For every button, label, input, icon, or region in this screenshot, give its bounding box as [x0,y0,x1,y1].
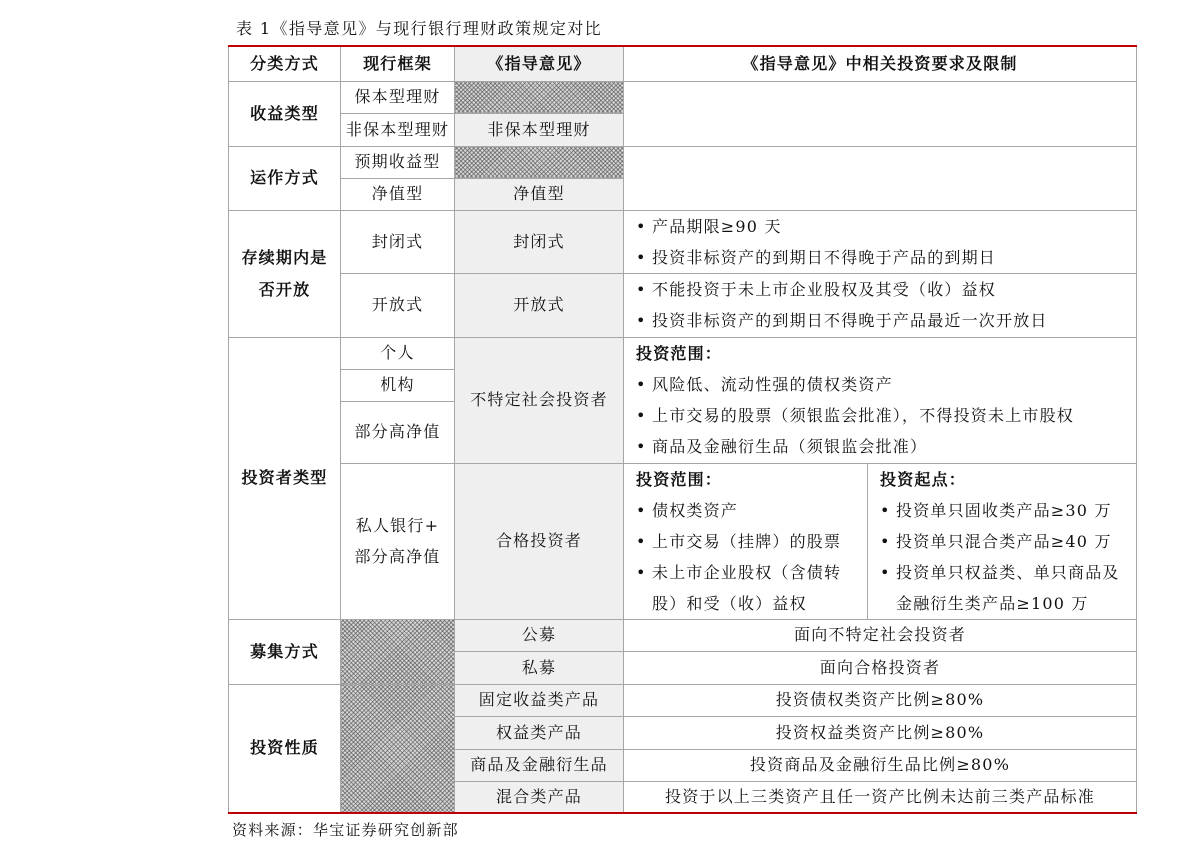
guidance-cell: 开放式 [455,273,624,337]
list-item: • 投资非标资产的到期日不得晚于产品的到期日 [636,242,1132,273]
guidance-cell: 公募 [455,619,624,651]
guidance-cell: 私募 [455,651,624,684]
scope-heading: 投资范围： [636,344,723,363]
requirements-cell-scope [624,463,868,619]
list-item: • 商品及金融衍生品（须银监会批准） [636,431,1132,462]
investment-scope-list [636,338,1132,462]
current-cell: 净值型 [341,178,455,210]
category-income-type: 收益类型 [229,81,341,146]
list-item: • 上市交易（挂牌）的股票 [636,526,863,557]
category-fundraising: 募集方式 [229,619,341,684]
requirements-cell: 面向不特定社会投资者 [624,619,1137,651]
header-category: 分类方式 [229,46,341,81]
requirements-list [636,211,1132,273]
current-cell: 非保本型理财 [341,113,455,146]
requirements-cell: 投资权益类资产比例≥80% [624,716,1137,749]
table-row [229,146,1137,178]
table-title: 表 1《指导意见》与现行银行理财政策规定对比 [236,19,603,38]
current-cell: 个人 [341,337,455,369]
guidance-cell: 商品及金融衍生品 [455,749,624,781]
table-row [229,81,1137,113]
category-investment-nature: 投资性质 [229,684,341,813]
category-label-line: 存续期内是 [241,247,328,267]
table-row [229,273,1137,337]
threshold-heading: 投资起点： [880,469,967,489]
list-item: • 投资单只混合类产品≥40 万 [880,526,1132,557]
category-openness [229,210,341,337]
list-item: • 上市交易的股票（须银监会批准），不得投资未上市股权 [636,400,1132,431]
requirements-cell-threshold [868,463,1137,619]
requirements-cell-empty [624,81,1137,146]
header-current-framework: 现行框架 [341,46,455,81]
guidance-cell: 净值型 [455,178,624,210]
current-cell [341,463,455,619]
hatched-cell [455,146,624,178]
guidance-cell: 不特定社会投资者 [455,337,624,463]
category-label-line: 否开放 [258,279,311,299]
requirements-cell [624,337,1137,463]
table-row [229,337,1137,369]
list-item: • 未上市企业股权（含债转股）和受（收）益权 [636,557,863,619]
guidance-cell: 合格投资者 [455,463,624,619]
list-item: • 投资非标资产的到期日不得晚于产品最近一次开放日 [636,305,1132,336]
requirements-cell: 投资商品及金融衍生品比例≥80% [624,749,1137,781]
guidance-cell: 混合类产品 [455,781,624,813]
current-cell: 机构 [341,369,455,401]
hatched-cell [455,81,624,113]
hatched-cell [341,684,455,813]
table-row [229,684,1137,716]
requirements-cell [624,210,1137,273]
current-label-line: 部分高净值 [354,546,441,566]
header-guidance: 《指导意见》 [455,46,624,81]
list-item: • 产品期限≥90 天 [636,211,1132,242]
list-item: • 不能投资于未上市企业股权及其受（收）益权 [636,274,1132,305]
investment-scope-list [636,464,863,619]
current-cell: 封闭式 [341,210,455,273]
requirements-cell: 投资债权类资产比例≥80% [624,684,1137,716]
table-row [229,619,1137,651]
header-row [229,46,1137,81]
list-item: • 投资单只权益类、单只商品及金融衍生类产品≥100 万 [880,557,1132,619]
guidance-cell: 权益类产品 [455,716,624,749]
requirements-cell: 面向合格投资者 [624,651,1137,684]
current-label-line: 私人银行+ [355,515,440,535]
hatched-cell [341,619,455,684]
requirements-cell-empty [624,146,1137,210]
policy-comparison-table [228,45,1137,814]
scope-heading: 投资范围： [636,469,723,489]
guidance-cell: 封闭式 [455,210,624,273]
table-row [229,463,1137,619]
category-investor-type: 投资者类型 [229,337,341,619]
requirements-cell: 投资于以上三类资产且任一资产比例未达前三类产品标准 [624,781,1137,813]
list-item: • 风险低、流动性强的债权类资产 [636,369,1132,400]
guidance-cell: 固定收益类产品 [455,684,624,716]
category-operation: 运作方式 [229,146,341,210]
requirements-cell [624,273,1137,337]
current-cell: 部分高净值 [341,401,455,463]
list-item: • 债权类资产 [636,495,863,526]
current-cell: 预期收益型 [341,146,455,178]
current-cell: 保本型理财 [341,81,455,113]
current-cell: 开放式 [341,273,455,337]
guidance-cell: 非保本型理财 [455,113,624,146]
requirements-list [636,274,1132,336]
header-requirements: 《指导意见》中相关投资要求及限制 [624,46,1137,81]
table-row [229,210,1137,273]
investment-threshold-list [880,464,1132,619]
list-item: • 投资单只固收类产品≥30 万 [880,495,1132,526]
source-note: 资料来源：华宝证券研究创新部 [232,821,459,839]
